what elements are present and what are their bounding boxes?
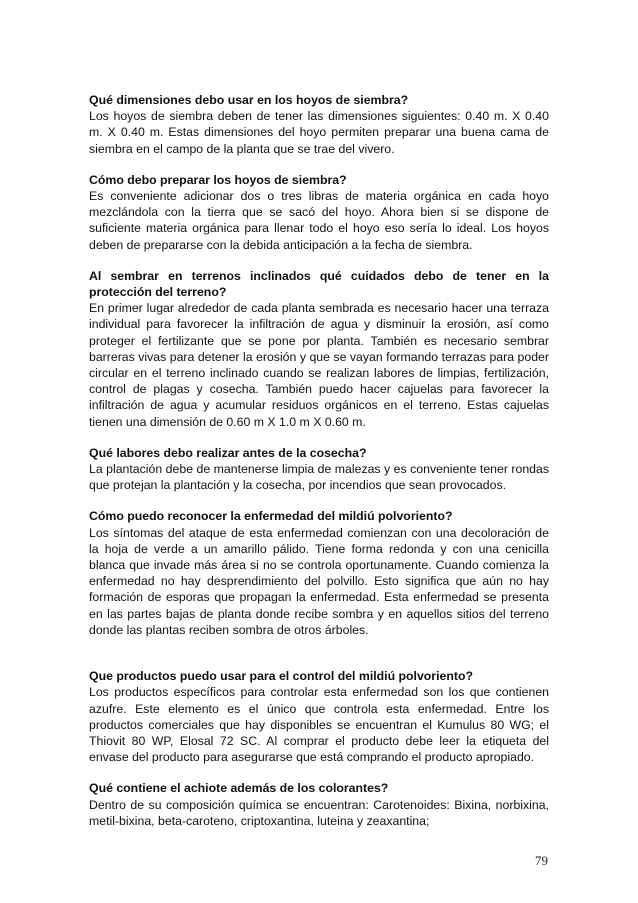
answer-paragraph: Dentro de su composición química se encuentran: Carotenoides: Bixina, norbixina, metil-bixina, beta-caroteno, criptoxantina, luteina y zeaxantina;: [89, 797, 549, 828]
answer-paragraph: En primer lugar alrededor de cada planta sembrada es necesario hacer una terraza individual para favorecer la infiltración de agua y disminuir la erosión, así como proteger el fertilizante que se pone por planta. También es necesario sembrar barreras vivas para detener la erosión y que se vayan formando terrazas para poder circular en el terreno inclinado cuando se realizan labores de limpias, fertilización, control de plagas y cosecha. También puedo hacer cajuelas para favorecer la infiltración de agua y acumular residuos orgánicos en el terreno. Estas cajuelas tienen una dimensión de 0.60 m X 1.0 m X 0.60 m.: [89, 301, 549, 429]
qa-section-mildew-recognition: [89, 508, 549, 638]
qa-section-hole-preparation: [89, 172, 549, 253]
question-heading: Qué contiene el achiote además de los colorantes?: [89, 781, 389, 796]
page-number: 79: [535, 853, 548, 868]
answer-paragraph: Es conveniente adicionar dos o tres libras de materia orgánica en cada hoyo mezclándola con la tierra que se sacó del hoyo. Ahora bien si se dispone de suficiente materia orgánica para llenar todo el hoyo eso sería lo ideal. Los hoyos deben de prepararse con la debida anticipación a la fecha de siembra.: [89, 189, 549, 252]
qa-section-hole-dimensions: [89, 92, 549, 157]
question-heading: Al sembrar en terrenos inclinados qué cuidados debo de tener en la protección del terreno?: [89, 268, 549, 300]
question-heading: Que productos puedo usar para el control del mildiú polvoriento?: [89, 669, 473, 684]
qa-section-achiote-composition: [89, 780, 549, 829]
answer-paragraph: Los hoyos de siembra deben de tener las dimensiones siguientes: 0.40 m. X 0.40 m. X 0.40 m. Estas dimensiones del hoyo permiten preparar una buena cama de siembra en el campo de la planta que se trae del vivero.: [89, 109, 549, 156]
qa-section-mildew-control: [89, 668, 549, 765]
qa-section-sloped-terrain: [89, 268, 549, 430]
qa-section-pre-harvest: [89, 445, 549, 494]
page-body: [89, 92, 549, 844]
answer-paragraph: Los productos específicos para controlar esta enfermedad son los que contienen azufre. Este elemento es el único que controla esta enfermedad. Entre los productos comerciales que hay disponibles se encuentran el Kumulus 80 WG; el Thiovit 80 WP, Elosal 72 SC. Al comprar el producto debe leer la etiqueta del envase del producto para asegurarse que está comprando el producto apropiado.: [89, 685, 549, 765]
answer-paragraph: La plantación debe de mantenerse limpia de malezas y es conveniente tener rondas que protejan la plantación y la cosecha, por incendios que sean provocados.: [89, 462, 549, 493]
question-heading: Qué labores debo realizar antes de la cosecha?: [89, 445, 367, 460]
question-heading: Cómo puedo reconocer la enfermedad del mildiú polvoriento?: [89, 509, 453, 524]
question-heading: Cómo debo preparar los hoyos de siembra?: [89, 172, 347, 187]
answer-paragraph: Los síntomas del ataque de esta enfermedad comienzan con una decoloración de la hoja de verde a un amarillo pálido. Tiene forma redonda y con una cenicilla blanca que invade más área si no se controla oportunamente. Cuando comienza la enfermedad no hay desprendimiento del polvillo. Esto significa que aún no hay formación de esporas que propagan la enfermedad. Esta enfermedad se presenta en las partes bajas de planta donde recibe sombra y en aquellos sitios del terreno donde las plantas reciben sombra de otros árboles.: [89, 525, 549, 637]
question-heading: Qué dimensiones debo usar en los hoyos de siembra?: [89, 93, 409, 107]
